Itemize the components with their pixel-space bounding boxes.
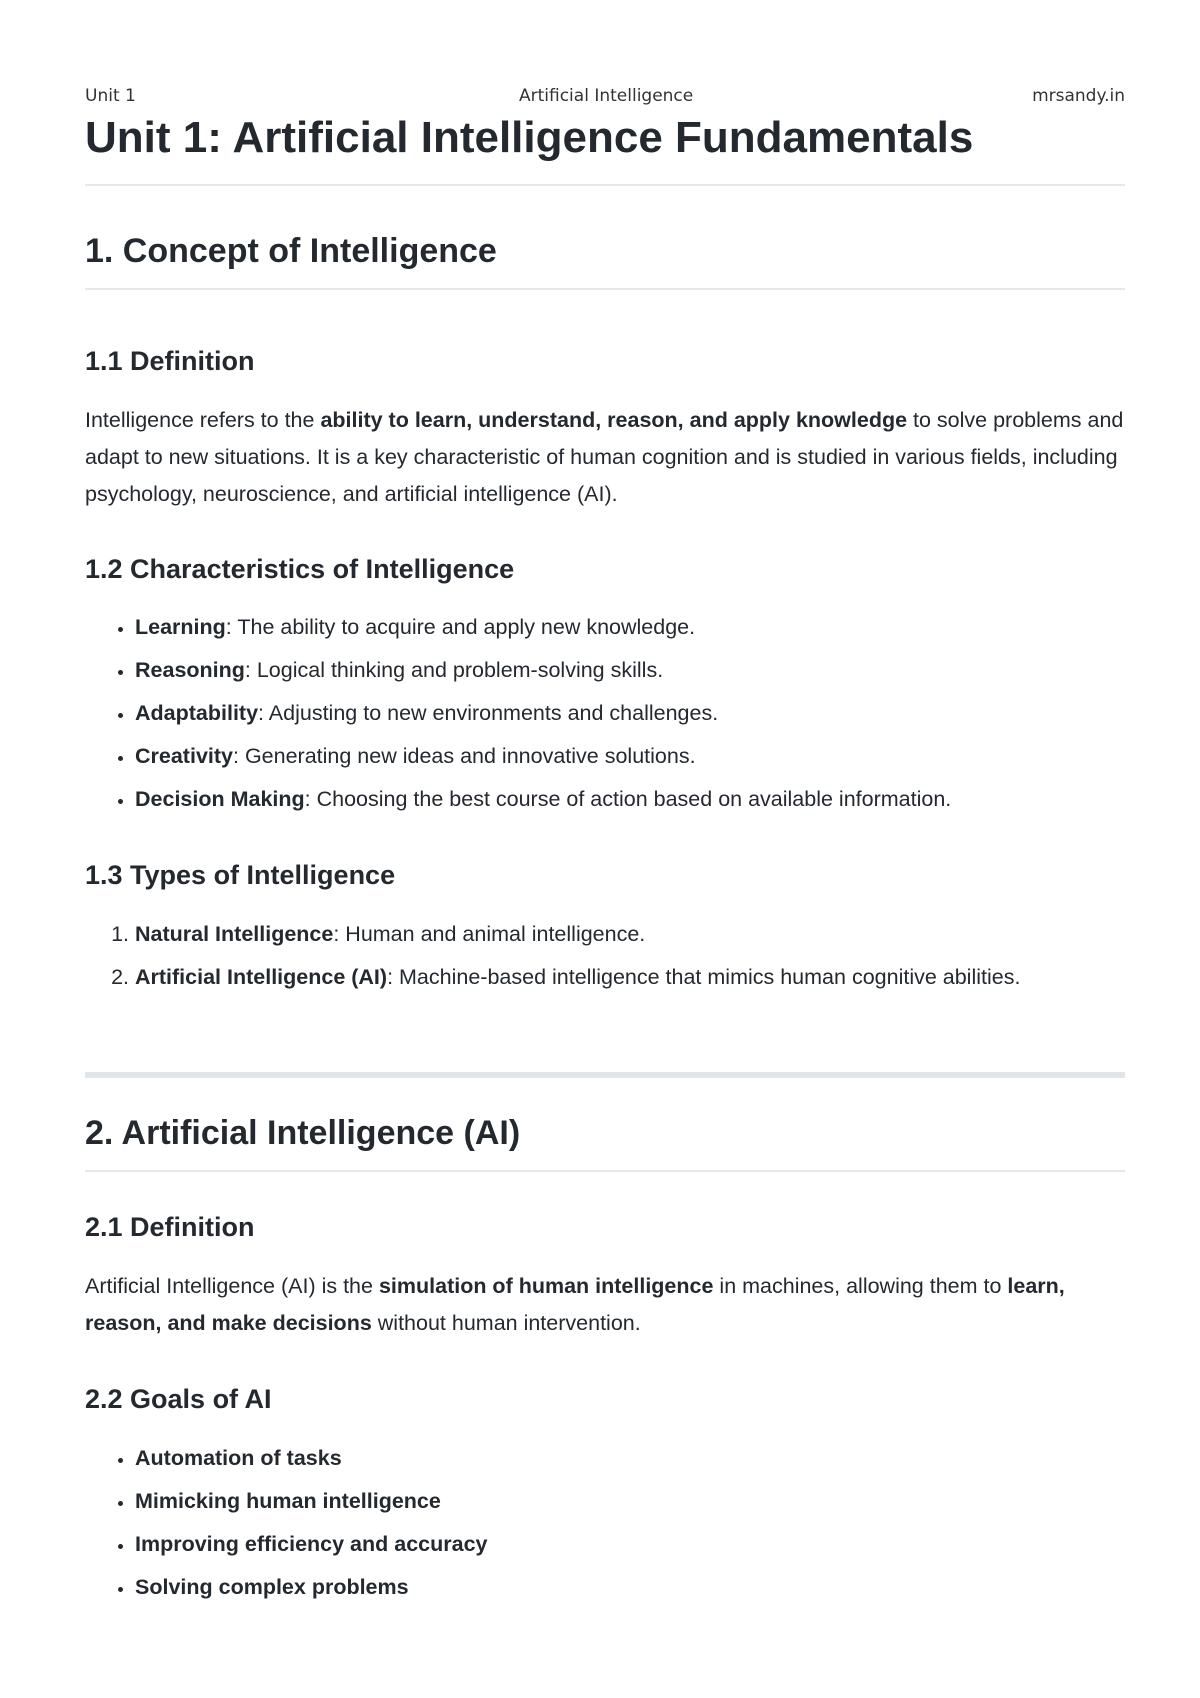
subsection-1-1-heading: 1.1 Definition (85, 346, 255, 376)
list-item-term: Artificial Intelligence (AI) (135, 965, 388, 989)
list-item (135, 1526, 1125, 1563)
list-item-desc: : Machine-based intelligence that mimics human cognitive abilities. (387, 965, 1021, 989)
text-run: without human intervention. (371, 1311, 641, 1335)
types-list (85, 916, 1125, 1002)
section-divider (85, 1072, 1125, 1078)
text-run: to solve problems and adapt to new situations. It is a key characteristic of human cognition and is studied in various fields, including psychology, neuroscience, and artificial intelligence (AI). (85, 408, 1124, 506)
list-item (135, 738, 1125, 775)
text-run: Intelligence refers to the (85, 408, 321, 432)
document-page (85, 0, 1125, 1599)
list-item-term: Adaptability (135, 701, 259, 725)
list-item (135, 652, 1125, 689)
list-item-text: Improving efficiency and accuracy (135, 1532, 488, 1556)
characteristics-list (85, 609, 1125, 824)
definition-paragraph-2 (85, 1268, 1125, 1342)
list-item (135, 695, 1125, 732)
goals-list (85, 1440, 1125, 1612)
subsection-1-2-heading: 1.2 Characteristics of Intelligence (85, 554, 515, 584)
bold-run: ability to learn, understand, reason, and apply knowledge (320, 408, 908, 432)
list-item-term: Creativity (135, 744, 233, 768)
section-1-heading: 1. Concept of Intelligence (85, 230, 1125, 290)
header-unit-label: Unit 1 (85, 86, 136, 106)
subsection-2-2-heading: 2.2 Goals of AI (85, 1384, 272, 1414)
list-item-desc: : Generating new ideas and innovative solutions. (233, 744, 696, 768)
text-run: Artificial Intelligence (AI) is the (85, 1274, 379, 1298)
definition-paragraph-1 (85, 402, 1125, 513)
header-subject-label: Artificial Intelligence (519, 86, 694, 106)
list-item-desc: : Logical thinking and problem-solving skills. (244, 658, 664, 682)
list-item (135, 781, 1125, 818)
list-item-desc: : The ability to acquire and apply new knowledge. (225, 615, 696, 639)
list-item-term: Learning (135, 615, 226, 639)
list-item-text: Automation of tasks (135, 1446, 342, 1470)
list-item-desc: : Choosing the best course of action based on available information. (304, 787, 952, 811)
list-item-desc: : Human and animal intelligence. (333, 922, 646, 946)
list-item-term: Natural Intelligence (135, 922, 334, 946)
list-item (135, 1483, 1125, 1520)
list-item-desc: : Adjusting to new environments and challenges. (258, 701, 719, 725)
list-item (135, 916, 1125, 953)
header-site-label: mrsandy.in (1032, 86, 1125, 106)
list-item-term: Reasoning (135, 658, 245, 682)
section-2-heading: 2. Artificial Intelligence (AI) (85, 1112, 1125, 1172)
subsection-2-1-heading: 2.1 Definition (85, 1212, 255, 1242)
running-header (85, 0, 1125, 120)
list-item-term: Decision Making (135, 787, 305, 811)
bold-run: simulation of human intelligence (378, 1274, 714, 1298)
subsection-1-3-heading: 1.3 Types of Intelligence (85, 860, 396, 890)
bold-run: learn, reason, and make decisions (85, 1274, 1065, 1335)
text-run: in machines, allowing them to (713, 1274, 1008, 1298)
page-title: Unit 1: Artificial Intelligence Fundamentals (85, 112, 1125, 186)
list-item (135, 1440, 1125, 1477)
list-item (135, 1569, 1125, 1606)
list-item-text: Solving complex problems (135, 1575, 409, 1599)
list-item (135, 609, 1125, 646)
list-item-text: Mimicking human intelligence (135, 1489, 441, 1513)
list-item (135, 959, 1125, 996)
